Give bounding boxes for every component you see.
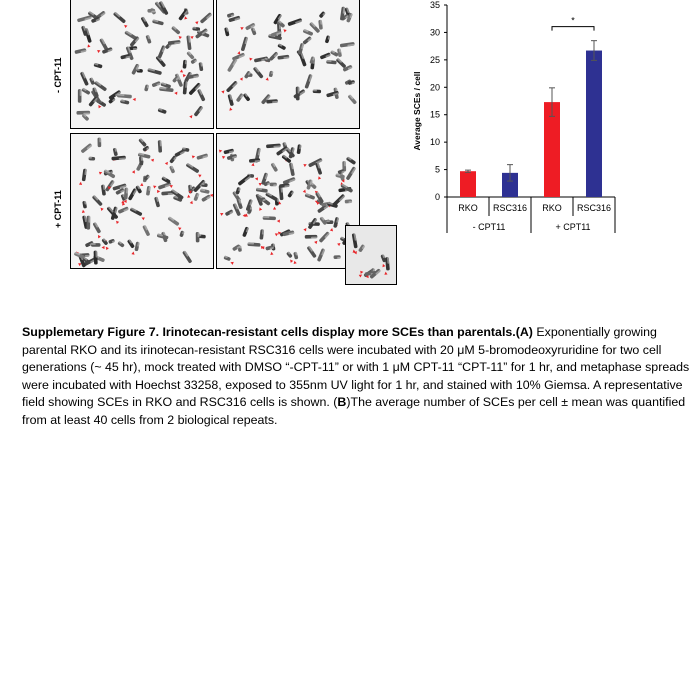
chromosome-mark: [117, 241, 125, 248]
chromosome-mark: [249, 158, 260, 163]
chromosome-mark: [313, 89, 322, 93]
chromosome-mark: [80, 201, 88, 213]
chromosome-mark: [178, 8, 189, 20]
sce-arrow-mark: [97, 234, 101, 238]
caption-label-a: (A): [515, 325, 533, 339]
sce-arrow-mark: [330, 228, 334, 232]
chromosome-mark: [80, 143, 92, 154]
x-group-label: - CPT11: [472, 222, 506, 232]
chromosome-mark: [158, 140, 162, 153]
chromosome-mark: [302, 36, 312, 45]
chromosome-mark: [186, 35, 191, 50]
chromosome-mark: [80, 71, 89, 86]
chromosome-mark: [266, 99, 278, 104]
chromosome-mark: [144, 84, 149, 91]
sce-arrow-mark: [289, 259, 293, 263]
chromosome-mark: [81, 113, 89, 121]
chromosome-mark: [326, 60, 337, 65]
chromosome-mark: [157, 108, 166, 114]
chromosome-mark: [127, 239, 135, 249]
chromosome-spread-image: [71, 134, 214, 269]
chromosome-mark: [146, 186, 151, 196]
chromosome-mark: [111, 12, 129, 28]
chromosome-mark: [242, 226, 249, 237]
sce-bar-chart: [395, 0, 625, 240]
chromosome-mark: [140, 16, 149, 27]
sce-arrow-mark: [189, 114, 193, 118]
sce-arrow-mark: [183, 74, 187, 78]
chromosome-mark: [117, 94, 136, 101]
chromosome-mark: [318, 20, 323, 30]
chromosome-mark: [333, 255, 340, 259]
chromosome-mark: [105, 180, 115, 192]
chromosome-mark: [270, 162, 278, 172]
caption-text-b: )The average number of SCEs per cell ± mean was quantified from at least 40 cells from 2 biological repeats.: [22, 395, 686, 427]
sce-arrow-mark: [317, 176, 321, 180]
chromosome-mark: [169, 26, 183, 40]
chromosome-mark: [284, 251, 295, 263]
chromosome-mark: [118, 206, 129, 214]
sce-arrow-mark: [219, 149, 223, 153]
chromosome-mark: [128, 207, 146, 220]
sce-arrow-mark: [282, 28, 286, 32]
sce-arrow-mark: [240, 26, 244, 30]
chromosome-mark: [186, 51, 195, 60]
chromosome-mark: [305, 235, 318, 239]
sce-arrow-mark: [141, 216, 145, 220]
micrograph-inset-zoom: [345, 225, 397, 285]
sce-arrow-mark: [293, 260, 297, 264]
y-axis-title: Average SCEs / cell: [412, 71, 422, 151]
chromosome-mark: [154, 197, 160, 208]
chromosome-mark: [90, 222, 103, 238]
chromosome-mark: [189, 104, 203, 120]
chromosome-mark: [182, 250, 192, 263]
significance-star: *: [571, 15, 575, 26]
row-label-minus-cpt11: - CPT-11: [53, 57, 63, 93]
y-tick-label: 5: [434, 164, 440, 175]
chromosome-mark: [152, 81, 161, 87]
chromosome-mark: [346, 156, 356, 165]
chromosome-mark: [256, 188, 268, 193]
chromosome-mark: [282, 177, 295, 185]
chromosome-mark: [259, 229, 264, 240]
chromosome-mark: [89, 77, 95, 85]
sce-arrow-mark: [251, 163, 255, 167]
y-tick-label: 35: [429, 0, 440, 10]
sce-arrow-mark: [131, 251, 135, 255]
chromosome-mark: [349, 233, 358, 253]
sce-arrow-mark: [381, 263, 385, 267]
sce-arrow-mark: [229, 107, 233, 111]
chromosome-mark: [81, 88, 90, 96]
chromosome-mark: [235, 187, 240, 195]
chromosome-mark: [142, 225, 150, 237]
chromosome-mark: [287, 190, 294, 198]
y-tick-label: 25: [429, 54, 440, 65]
sce-arrow-mark: [190, 35, 194, 39]
chromosome-mark: [278, 228, 295, 237]
chromosome-mark: [184, 163, 203, 178]
sce-arrow-mark: [384, 271, 387, 274]
sce-arrow-mark: [121, 200, 124, 203]
y-tick-label: 30: [429, 27, 440, 38]
x-category-label: RKO: [542, 203, 562, 213]
chromosome-mark: [93, 63, 102, 69]
chromosome-mark: [291, 252, 299, 264]
chromosome-mark: [336, 58, 347, 69]
sce-arrow-mark: [180, 69, 183, 72]
chromosome-mark: [147, 68, 162, 75]
chromosome-mark: [303, 29, 314, 36]
chromosome-mark: [263, 216, 280, 223]
sce-arrow-mark: [157, 190, 160, 193]
sce-arrow-mark: [132, 98, 135, 101]
chromosome-mark: [145, 35, 151, 44]
chromosome-mark: [345, 199, 353, 203]
sce-arrow-mark: [314, 240, 318, 244]
chromosome-spread-image: [217, 134, 360, 269]
chromosome-mark: [320, 52, 331, 59]
chromosome-mark: [307, 246, 317, 259]
sce-arrow-mark: [150, 158, 154, 162]
x-category-label: RKO: [458, 203, 478, 213]
sce-arrow-mark: [258, 207, 262, 211]
sce-arrow-mark: [220, 212, 224, 216]
chromosome-mark: [347, 94, 357, 104]
figure-caption: [22, 324, 694, 429]
sce-arrow-mark: [360, 270, 363, 274]
sce-arrow-mark: [140, 183, 143, 186]
chromosome-mark: [197, 89, 206, 102]
micrograph-rko-minus-cpt11: [70, 0, 214, 129]
chromosome-mark: [253, 66, 264, 78]
chromosome-mark: [105, 206, 122, 224]
chromosome-mark: [192, 151, 208, 161]
chromosome-mark: [199, 62, 204, 71]
micrograph-rko-plus-cpt11: [70, 133, 214, 269]
chromosome-mark: [251, 147, 261, 167]
chromosome-mark: [101, 184, 106, 195]
chromosome-mark: [87, 216, 91, 230]
chromosome-mark: [296, 87, 300, 101]
x-category-label: RSC316: [492, 203, 528, 213]
sce-arrow-mark: [266, 77, 270, 81]
chromosome-mark: [196, 232, 200, 242]
sce-arrow-mark: [105, 246, 109, 250]
chromosome-mark: [330, 216, 339, 232]
chromosome-mark: [237, 36, 248, 56]
chromosome-mark: [225, 94, 235, 111]
sce-arrow-mark: [87, 44, 91, 48]
chromosome-mark: [223, 255, 235, 264]
x-category-label: RSC316: [576, 203, 612, 213]
sce-arrow-mark: [177, 226, 181, 230]
chromosome-mark: [190, 192, 200, 205]
sce-arrow-mark: [99, 171, 103, 175]
chromosome-mark: [236, 93, 244, 103]
chromosome-mark: [195, 10, 212, 26]
chromosome-mark: [157, 45, 165, 59]
error-bar: [465, 170, 471, 172]
bar-rsc316-plus-cpt11: [586, 51, 602, 197]
chromosome-mark: [277, 55, 289, 60]
sce-arrow-mark: [190, 200, 194, 204]
chromosome-mark: [91, 243, 105, 249]
chromosome-mark: [276, 146, 288, 156]
sce-arrow-mark: [230, 261, 234, 265]
chromosome-mark: [79, 168, 87, 185]
micrograph-rsc316-plus-cpt11: [216, 133, 360, 269]
chromosome-mark: [190, 58, 197, 64]
chromosome-mark: [298, 43, 304, 55]
chromosome-mark: [227, 12, 235, 18]
chromosome-mark: [297, 144, 302, 154]
chromosome-mark: [99, 238, 110, 250]
sce-arrow-mark: [270, 252, 274, 255]
chromosome-mark: [266, 144, 281, 149]
chromosome-mark: [251, 27, 257, 35]
chromosome-mark: [166, 216, 183, 230]
chromosome-mark: [169, 165, 175, 173]
chromosome-mark: [201, 194, 211, 202]
caption-label-b: B: [337, 395, 347, 409]
sce-arrow-mark: [132, 169, 136, 173]
chromosome-mark: [270, 183, 277, 187]
sce-arrow-mark: [222, 155, 226, 159]
chromosome-mark: [111, 156, 126, 161]
chromosome-mark: [74, 48, 86, 54]
sce-arrow-mark: [192, 155, 196, 159]
y-tick-label: 0: [434, 192, 440, 202]
y-tick-label: 15: [429, 109, 440, 120]
bar-rko-minus-cpt11: [460, 171, 476, 197]
chromosome-mark: [199, 188, 213, 197]
micrograph-rsc316-minus-cpt11: [216, 0, 360, 129]
sce-arrow-mark: [249, 57, 253, 61]
sce-arrow-mark: [123, 24, 127, 28]
x-group-label: + CPT11: [555, 222, 591, 232]
chromosome-mark: [90, 195, 106, 211]
sce-arrow-mark: [79, 182, 83, 185]
sce-arrow-mark: [303, 163, 307, 167]
y-tick-label: 10: [429, 137, 440, 148]
sce-arrow-mark: [97, 49, 101, 53]
chromosome-mark: [94, 251, 98, 265]
chromosome-mark: [221, 79, 238, 96]
sce-arrow-mark: [165, 161, 169, 165]
sce-arrow-mark: [277, 219, 280, 222]
chromosome-mark: [76, 111, 90, 115]
chromosome-mark: [120, 99, 130, 104]
chromosome-mark: [97, 138, 101, 148]
chromosome-mark: [317, 248, 326, 262]
chromosome-mark: [179, 230, 184, 237]
y-tick-label: 20: [429, 82, 440, 93]
chromosome-mark: [120, 54, 130, 60]
chromosome-zoom-image: [346, 226, 397, 285]
sce-arrow-mark: [197, 173, 201, 177]
sce-arrow-mark: [273, 207, 276, 210]
chromosome-mark: [89, 157, 96, 161]
chromosome-mark: [265, 192, 278, 201]
chromosome-mark: [277, 43, 286, 50]
chromosome-mark: [227, 58, 238, 73]
chromosome-mark: [78, 89, 82, 103]
chromosome-mark: [137, 69, 143, 73]
chromosome-spread-image: [71, 0, 214, 129]
sce-arrow-mark: [115, 220, 119, 224]
chromosome-mark: [168, 40, 181, 45]
chromosome-mark: [319, 11, 326, 18]
chromosome-mark: [180, 59, 187, 72]
sce-arrow-mark: [153, 185, 157, 189]
sce-arrow-mark: [255, 177, 258, 180]
sce-arrow-mark: [187, 194, 191, 197]
chromosome-spread-image: [217, 0, 360, 129]
sce-arrow-mark: [303, 189, 307, 193]
sce-arrow-mark: [101, 246, 104, 249]
sce-arrow-mark: [99, 207, 103, 211]
chromosome-mark: [152, 19, 164, 25]
chromosome-mark: [243, 93, 251, 102]
chromosome-mark: [183, 81, 188, 95]
row-label-plus-cpt11: + CPT-11: [53, 190, 63, 228]
sce-arrow-mark: [81, 209, 85, 212]
sce-arrow-mark: [240, 77, 244, 81]
sce-arrow-mark: [195, 20, 199, 24]
chromosome-mark: [201, 183, 207, 187]
chromosome-mark: [159, 87, 178, 95]
sce-arrow-mark: [178, 35, 182, 39]
caption-text-a: Exponentially growing parental RKO and its irinotecan-resistant RSC316 cells were incubated with 20 μM 5-bromodeoxyruridine for two cell generations (~ 45 hr), mock treated with DMSO “-CPT-11” or with 1 μM CPT-11 “CPT-11” for 1 hr, and metaphase spreads were incubated with Hoechst 33258, exposed to 355nm UV light for 1 hr, and stained with 10% Giemsa. A representative field showing SCEs in RKO and RSC316 cells is shown. (: [22, 325, 690, 409]
chromosome-mark: [224, 27, 229, 36]
chromosome-mark: [289, 162, 295, 176]
chromosome-mark: [77, 15, 92, 22]
chromosome-mark: [337, 48, 342, 57]
chromosome-mark: [325, 35, 331, 43]
sce-arrow-mark: [303, 227, 307, 231]
chromosome-mark: [147, 9, 155, 13]
chromosome-mark: [266, 70, 274, 81]
sce-arrow-mark: [359, 273, 363, 277]
caption-title: Supplemetary Figure 7. Irinotecan-resistant cells display more SCEs than parentals.: [22, 325, 516, 339]
sce-arrow-mark: [337, 242, 341, 246]
chromosome-mark: [220, 207, 234, 218]
sce-arrow-mark: [221, 89, 225, 93]
sce-arrow-mark: [174, 91, 177, 95]
chromosome-mark: [237, 174, 250, 186]
significance-bracket: [552, 27, 594, 31]
chromosome-mark: [287, 18, 302, 26]
chromosome-mark: [304, 74, 312, 89]
chromosome-mark: [340, 42, 355, 48]
chromosome-mark: [279, 183, 290, 188]
